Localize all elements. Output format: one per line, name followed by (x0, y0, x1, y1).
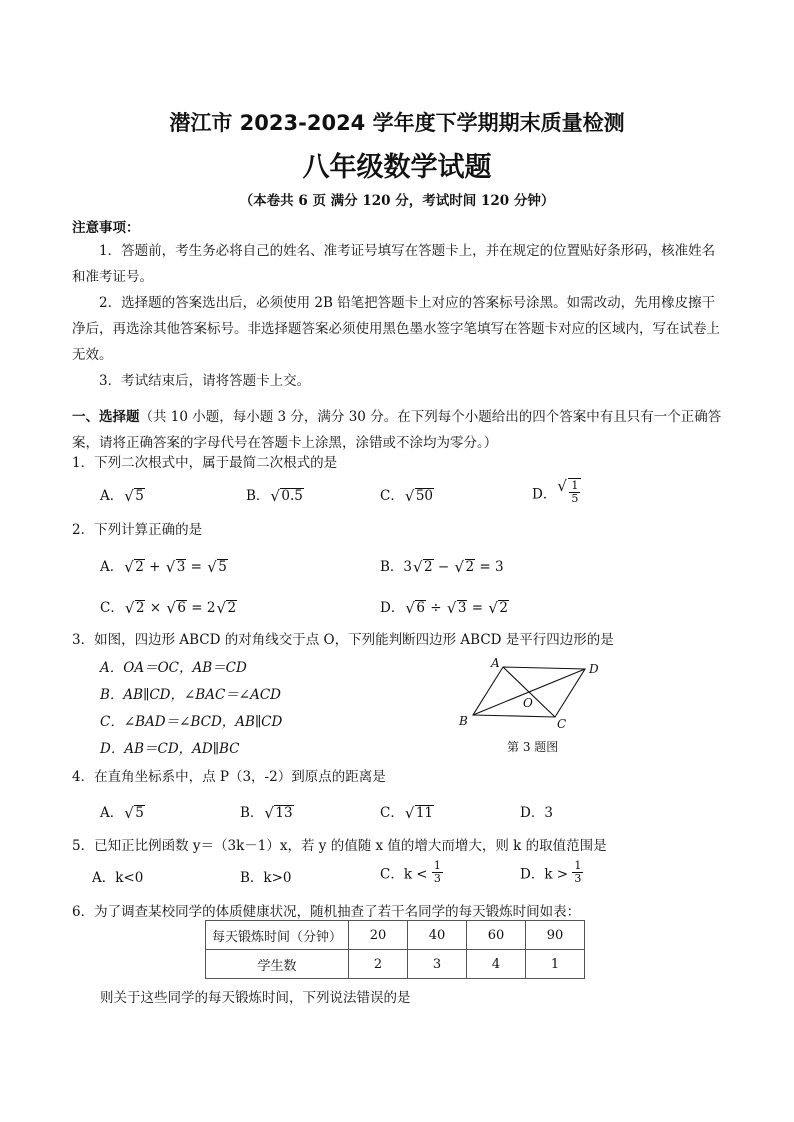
subject-title: 八年级数学试题 (302, 152, 492, 183)
q5-option-a: A．k<0 (92, 870, 144, 886)
exam-info: （本卷共 6 页 满分 120 分，考试时间 120 分钟） (239, 193, 555, 209)
q5-option-c: C．k < $\frac{1}{3}$ (380, 859, 441, 885)
notice-item-2: 2．选择题的答案选出后，必须使用 2B 铅笔把答题卡上对应的答案标号涂黑。如需改动，先用橡皮擦干净后，再选涂其他答案标号。非选择题答案必须使用黑色墨水签字笔填写在答题卡对应的区域内，写在试卷上无效。 (72, 295, 720, 363)
q3-option-a: A．OA＝OC，AB＝CD (100, 660, 247, 676)
q3-figure-parallelogram (455, 655, 615, 735)
q5-option-b: B．k>0 (240, 870, 292, 886)
table-row (206, 921, 585, 950)
q6-stem: 6．为了调查某校同学的体质健康状况，随机抽查了若干名同学的每天锻炼时间如表： (72, 904, 581, 920)
table-cell: 1 (526, 950, 585, 979)
q4-option-b: B．√ 13 (240, 801, 294, 821)
q2-option-d: D．√ 6 ÷ √ 3 = √ 2 (380, 596, 509, 616)
exam-title: 潜江市 2023-2024 学年度下学期期末质量检测 (169, 111, 625, 135)
notice-item-3: 3．考试结束后，请将答题卡上交。 (99, 373, 311, 389)
q6-exercise-table (205, 920, 585, 979)
table-cell: 2 (349, 950, 408, 979)
table-cell: 3 (408, 950, 467, 979)
q3-stem: 3．如图，四边形 ABCD 的对角线交于点 O，下列能判断四边形 ABCD 是平行四边形的是 (72, 632, 614, 648)
q1-option-a: A．√ 5 (100, 484, 145, 504)
q4-stem: 4．在直角坐标系中，点 P（3，-2）到原点的距离是 (72, 769, 386, 785)
table-header-cell: 每天锻炼时间（分钟） (206, 921, 349, 950)
q4-option-a: A．√ 5 (100, 801, 145, 821)
q1-stem: 1．下列二次根式中，属于最简二次根式的是 (72, 455, 338, 471)
q1-option-c: C．√ 50 (380, 484, 434, 504)
point-d-label: D (589, 662, 599, 676)
point-b-label: B (459, 714, 468, 728)
point-a-label: A (491, 656, 500, 670)
section-1-intro (72, 404, 724, 456)
table-row (206, 950, 585, 979)
q6-follow-up: 则关于这些同学的每天锻炼时间，下列说法错误的是 (100, 990, 411, 1006)
q2-option-a: A．√ 2 + √ 3 = √ 5 (100, 555, 228, 575)
table-cell: 4 (467, 950, 526, 979)
table-cell: 20 (349, 921, 408, 950)
q5-stem: 5．已知正比例函数 y＝（3k－1）x，若 y 的值随 x 值的增大而增大，则 k 的取值范围是 (72, 838, 607, 854)
q2-option-b: B．3√ 2 − √ 2 = 3 (380, 555, 504, 575)
q3-option-d: D．AB＝CD，AD∥BC (100, 741, 240, 757)
table-cell: 40 (408, 921, 467, 950)
q3-figure-caption: 第 3 题图 (507, 740, 559, 754)
table-cell: 90 (526, 921, 585, 950)
point-o-label: O (523, 696, 533, 710)
point-c-label: C (557, 717, 567, 731)
q3-option-c: C．∠BAD＝∠BCD，AB∥CD (100, 714, 283, 730)
q2-stem: 2．下列计算正确的是 (72, 522, 203, 538)
section-1-desc: （共 10 小题，每小题 3 分，满分 30 分。在下列每个小题给出的四个答案中有且只有一个正确答案，请将正确答案的字母代号在答题卡上涂黑，涂错或不涂均为零分。） (72, 409, 722, 451)
notice-heading: 注意事项： (72, 220, 140, 236)
q2-option-c: C．√ 2 × √ 6 = 2√ 2 (100, 596, 237, 616)
q5-option-d: D．k > $\frac{1}{3}$ (520, 859, 582, 885)
table-cell: 60 (467, 921, 526, 950)
notice-item-1: 1．答题前，考生务必将自己的姓名、准考证号填写在答题卡上，并在规定的位置贴好条形码，核准姓名和准考证号。 (72, 243, 716, 285)
table-header-cell: 学生数 (206, 950, 349, 979)
section-1-heading: 一、选择题 (72, 409, 140, 425)
q1-option-b: B．√ 0.5 (246, 484, 304, 504)
q4-option-d: D．3 (520, 805, 553, 821)
q3-option-b: B．AB∥CD，∠BAC＝∠ACD (100, 687, 282, 703)
q1-option-d: D． √ $\frac{1}{5}$ (532, 478, 581, 505)
q4-option-c: C．√ 11 (380, 801, 434, 821)
